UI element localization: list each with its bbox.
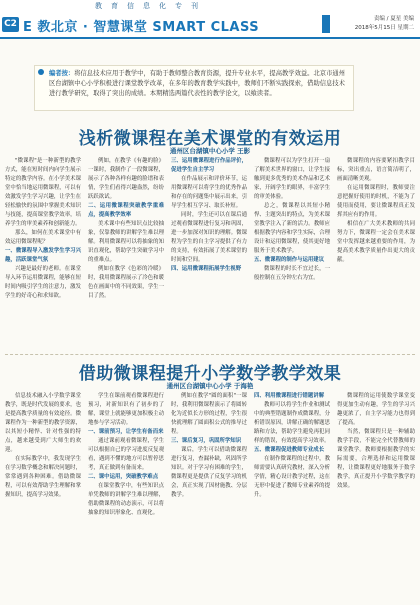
article2-byline: 通州区台湖镇中心小学 于海艳 xyxy=(166,382,254,390)
paragraph: 在运用微课程时，教师要注意把握好使用的时机，不能为了使用而使用，要让微课程真正发挥其应有的作用。 xyxy=(337,185,415,218)
paragraph: 课后，学生可以借助微课程进行复习，查漏补缺，巩固所学知识。对于学习有困难的学生，微课程更是提供了反复学习的机会，真正实现了因材施教、分层教学。 xyxy=(171,447,247,498)
paragraph: 信息技术融入小学数学课堂教学，既是时代发展的要求，也是提高教学质量的有效途径。微课程作为一种新型的教学资源，以其短小精悍、针对性强的特点，越来越受到广大师生的欢迎。 xyxy=(5,393,81,453)
paragraph: 相信在广大美术教师的共同努力下，微课程一定会在美术课堂中发挥越来越重要的作用，为提高美术教学质量作出更大的贡献。 xyxy=(337,221,415,263)
subheading: 五、微课程促进教师专业成长 xyxy=(254,447,325,453)
paragraph: 同时，学生还可以在课后通过观看微课程进行复习和巩固，进一步加深对知识的理解。微课程为学生的自主学习提供了有力的支持，有效拓展了美术课堂的时间和空间。 xyxy=(171,212,247,263)
article2-column-1 xyxy=(5,392,81,597)
paragraph: 在作品展示和评价环节，运用微课程可以将学生的优秀作品和存在的问题集中展示出来，引导学生相互学习、取长补短。 xyxy=(171,176,247,209)
paragraph: 总之，微课程以其短小精悍、主题突出的特点，为美术课堂教学注入了新的活力。教师应根据教学内容和学生实际，合理设计和运用微课程，使其更好地服务于美术教学。 xyxy=(254,203,330,254)
paragraph: 兴趣是最好的老师。在课堂导入环节运用微课程，能够在短时间内吸引学生的注意力，激发学生的好奇心和求知欲。 xyxy=(5,266,81,299)
paragraph: 那么，如何在美术课堂中有效运用微课程呢？ xyxy=(5,230,81,245)
masthead-editor: 责编 / 夏星 美编 xyxy=(373,16,414,22)
paragraph: 学生在课前观看微课程进行预习，对新知识有了初步的了解，课堂上就能够更加积极主动地参与学习活动。 xyxy=(88,393,164,426)
subheading: 四、利用微课程进行错题讲解 xyxy=(254,393,325,399)
page-header xyxy=(0,13,420,37)
paragraph: 例如，在教学《有趣的脸》一课时，我制作了一段微课程，展示了各种各样有趣的脸谱和表情，学生们看得兴趣盎然，纷纷跃跃欲试。 xyxy=(88,158,164,200)
article1-column-5 xyxy=(337,157,415,349)
article1-column-1 xyxy=(5,157,81,349)
section-title: E 教北京 · 智慧课堂 SMART CLASS xyxy=(23,20,260,35)
header-divider xyxy=(0,37,420,39)
editor-note-box xyxy=(34,65,354,111)
article2-column-2 xyxy=(88,392,164,597)
paragraph: 例如在教学"圆的面积"一课时，我利用微课程演示了将圆转化为近似长方形的过程，学生很快就理解了圆面积公式的推导过程。 xyxy=(171,393,247,435)
masthead-date: 2018年5月15日 星期二 xyxy=(354,25,414,31)
paragraph: 在制作微课程的过程中，教师需要认真研究教材，深入分析学情，精心设计教学过程，这在无形中促进了教师专业素养的提升。 xyxy=(254,456,330,498)
paragraph: 教师可以将学生作业和测试中的典型错题制作成微课程，分析错误原因，讲解正确的解题思路和方法，帮助学生避免再犯同样的错误，有效提高学习效率。 xyxy=(254,402,330,444)
editor-note-text: 将信息技术应用于教学中，有助于教师整合教育资源，提升专业水平，提高教学效益。北京市通州区台湖镇中心小学积极进行课堂教学改革，在多年的教育教学实践中，教师们不断实践探索，借助信息技术进行教学研究，取得了突出的成绩。本期精选两篇代表性的教学论文，以飨读者。 xyxy=(49,70,345,97)
paragraph: 微课程的内容要紧扣教学目标，突出重点，语言简洁明了，画面清晰美观。 xyxy=(337,158,415,182)
supplement-banner: 教育信息化专刊 xyxy=(95,2,207,10)
paragraph: 当然，微课程只是一种辅助教学手段，不能完全代替教师的课堂教学。教师要根据教学的实际需要，合理选择和运用微课程，让微课程更好地服务于数学教学，真正提升小学数学教学的效果。 xyxy=(337,429,415,489)
paragraph: 通过课前观看微课程，学生可以根据自己的学习进度反复观看，遇到不懂的地方可以暂停思考，真正做到有备而来。 xyxy=(88,438,164,471)
top-band xyxy=(0,0,420,13)
editor-note-label: 编者按： xyxy=(49,70,75,77)
paragraph: 在实际教学中，我发现学生在学习数学概念和解决问题时，常常遇到各种困难。借助微课程，可以有效帮助学生理解和掌握知识，提高学习效果。 xyxy=(5,456,81,498)
subheading: 三、课后复习，巩固所学知识 xyxy=(171,438,242,444)
subheading: 三、运用微课程进行作品评价，促进学生自主学习 xyxy=(171,158,247,173)
article2-column-3 xyxy=(171,392,247,597)
article2-title: 借助微课程提升小学数学教学效果 xyxy=(78,364,342,384)
paragraph: 微课程的时长不宜过长，一般控制在五分钟左右为宜。 xyxy=(254,266,330,281)
paragraph: 在课堂教学中，有些知识点单凭教师的讲解学生难以理解，借助微课程的动态演示，可以将抽象的知识形象化、直观化。 xyxy=(88,483,164,516)
paragraph: "微课程"是一种新型的教学方式，能在短时间内向学生展示特定的教学内容。在小学美术课堂中恰当地运用微课程，可以有效激发学生学习兴趣，让学生在轻松愉快的氛围中掌握美术知识与技能，提高课堂教学效率，培养学生的审美素养和创新能力。 xyxy=(5,158,81,227)
masthead-info xyxy=(324,15,414,33)
paragraph: 微课程的运用使数学课堂变得更加生动有趣，学生的学习兴趣更浓了，自主学习能力也得到了提高。 xyxy=(337,393,415,426)
subheading: 一、课前预习，让学生有备而来 xyxy=(88,429,164,435)
page-number: C2 xyxy=(2,17,19,32)
paragraph: 例如在教学《色彩的冷暖》时，我用微课程展示了冷色和暖色在画面中的不同效果，学生一目了然。 xyxy=(88,266,164,299)
paragraph: 美术课中有些知识点比较抽象，仅靠教师的讲解学生难以理解。利用微课程可以将抽象的知识直观化，帮助学生突破学习中的重难点。 xyxy=(88,221,164,263)
subheading: 四、运用微课程拓展学生视野 xyxy=(171,266,242,272)
article1-column-2 xyxy=(88,157,164,349)
article1-byline: 通州区台湖镇中心小学 王影 xyxy=(169,147,251,155)
article1-title: 浅析微课程在美术课堂的有效运用 xyxy=(78,129,342,149)
subheading: 五、微课程的制作与运用建议 xyxy=(254,257,325,263)
subheading: 二、课中运用，突破教学难点 xyxy=(88,474,159,480)
subheading: 一、微课程导入激发学生学习兴趣，活跃课堂气氛 xyxy=(5,248,81,263)
article2-column-4 xyxy=(254,392,330,597)
bullet-icon xyxy=(38,69,44,75)
subheading: 二、运用微课程突破教学重难点，提高教学效率 xyxy=(88,203,164,218)
article-divider xyxy=(5,354,415,355)
editor-note xyxy=(49,69,345,99)
paragraph: 微课程可以为学生打开一扇了解美术世界的窗口，让学生接触到更多优秀的美术作品和艺术家，开阔学生的眼界，丰富学生的审美体验。 xyxy=(254,158,330,200)
article2-column-5 xyxy=(337,392,415,597)
article1-column-4 xyxy=(254,157,330,349)
article1-column-3 xyxy=(171,157,247,349)
